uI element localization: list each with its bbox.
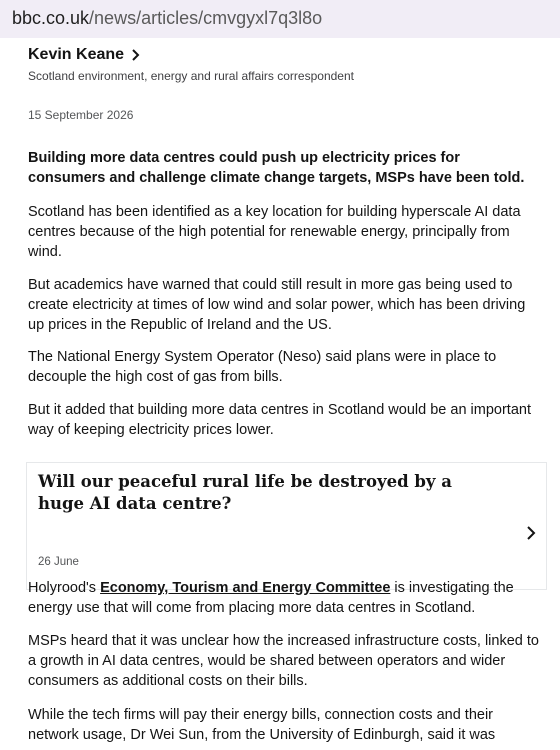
- publish-date: 15 September 2026: [28, 108, 134, 122]
- url-host: bbc.co.uk: [12, 8, 90, 28]
- related-article-title: Will our peaceful rural life be destroyed by a huge AI data centre?: [38, 472, 452, 513]
- related-article-card[interactable]: [26, 462, 547, 590]
- paragraph: But academics have warned that could still result in more gas being used to create electricity at times of low wind and solar power, which has been driving up prices in the Republic of Ireland and the US.: [28, 277, 526, 333]
- author-name: Kevin Keane: [28, 46, 125, 63]
- paragraph: MSPs heard that it was unclear how the increased infrastructure costs, linked to a growth in AI data centres, would be shared between operators and wider consumers as additional costs on their bills.: [28, 633, 539, 689]
- address-bar[interactable]: [0, 0, 560, 38]
- paragraph: But it added that building more data centres in Scotland would be an important way of keeping electricity prices lower.: [28, 402, 531, 438]
- url-path: /news/articles/cmvgyxl7q3l8o: [89, 8, 323, 28]
- related-article-date: 26 June: [38, 556, 79, 568]
- author-role: Scotland environment, energy and rural affairs correspondent: [28, 69, 354, 83]
- paragraph-text: is investigating the energy use that will come from placing more data centres in Scotland.: [28, 580, 514, 616]
- chevron-right-icon: [526, 525, 536, 541]
- committee-link[interactable]: Economy, Tourism and Energy Committee: [100, 580, 391, 596]
- paragraph: While the tech firms will pay their energy bills, connection costs and their network usage, Dr Wei Sun, from the University of Edinburgh, said it was: [28, 707, 496, 743]
- chevron-right-icon: [130, 48, 140, 62]
- paragraph: Scotland has been identified as a key location for building hyperscale AI data centres because of the high potential for renewable energy, principally from wind.: [28, 204, 521, 260]
- paragraph-committee: [28, 578, 540, 618]
- paragraph: The National Energy System Operator (Neso) said plans were in place to decouple the high cost of gas from bills.: [28, 349, 497, 385]
- paragraph-text: Holyrood's: [28, 580, 101, 596]
- author-link[interactable]: [28, 46, 140, 64]
- article-lead: Building more data centres could push up electricity prices for consumers and challenge climate change targets, MSPs have been told.: [28, 150, 525, 186]
